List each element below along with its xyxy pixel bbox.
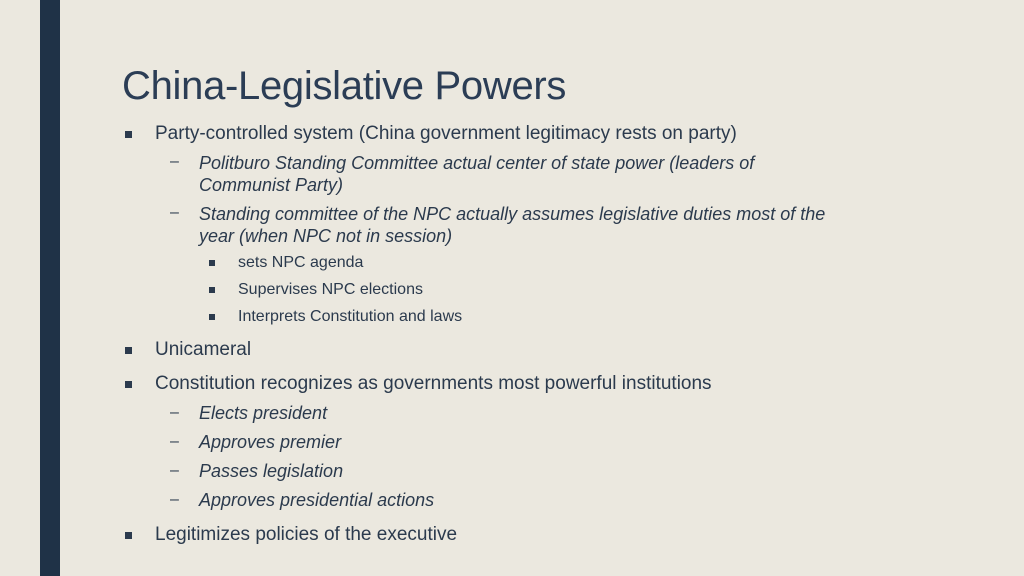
sub-sub-bullet-text: sets NPC agenda bbox=[238, 254, 364, 271]
bullet-text: Party-controlled system (China government legitimacy rests on party) bbox=[155, 123, 737, 144]
sub-sub-bullet-text: Interprets Constitution and laws bbox=[238, 308, 463, 325]
bullet-square-icon bbox=[125, 131, 132, 138]
bullet-text: Legitimizes policies of the executive bbox=[155, 524, 458, 545]
bullet-text: Constitution recognizes as governments most powerful institutions bbox=[155, 373, 712, 394]
sub-bullet-text-line2: year (when NPC not in session) bbox=[199, 226, 453, 246]
dash-icon: – bbox=[170, 404, 179, 421]
dash-icon: – bbox=[170, 462, 179, 479]
sub-bullet-text-line1: Standing committee of the NPC actually assumes legislative duties most of the bbox=[199, 204, 826, 224]
dash-icon: – bbox=[170, 433, 179, 450]
slide-title: China-Legislative Powers bbox=[122, 64, 567, 108]
dash-icon: – bbox=[170, 204, 179, 221]
bullet-square-icon bbox=[125, 532, 132, 539]
bullet-text: Unicameral bbox=[155, 339, 252, 360]
bullet-square-icon bbox=[209, 260, 215, 266]
sub-bullet-text-line2: Communist Party) bbox=[199, 175, 344, 195]
sub-bullet-text: Approves premier bbox=[199, 432, 342, 452]
dash-icon: – bbox=[170, 491, 179, 508]
sub-sub-bullet-text: Supervises NPC elections bbox=[238, 281, 423, 298]
bullet-square-icon bbox=[209, 287, 215, 293]
sub-bullet-text: Passes legislation bbox=[199, 461, 344, 481]
sub-bullet-text: Elects president bbox=[199, 403, 328, 423]
sub-bullet-text: Approves presidential actions bbox=[199, 490, 435, 510]
bullet-square-icon bbox=[125, 347, 132, 354]
bullet-square-icon bbox=[209, 314, 215, 320]
dash-icon: – bbox=[170, 153, 179, 170]
sub-bullet-text-line1: Politburo Standing Committee actual center of state power (leaders of bbox=[199, 153, 755, 173]
bullet-square-icon bbox=[125, 381, 132, 388]
